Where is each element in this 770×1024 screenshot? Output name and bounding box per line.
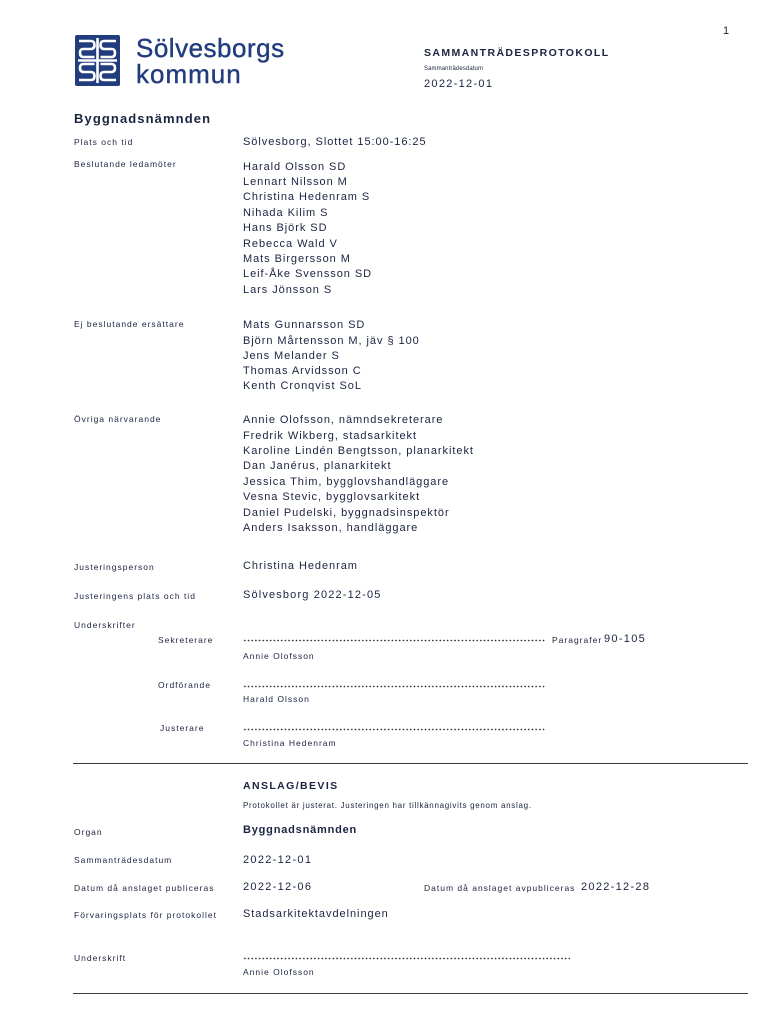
substitutes-list: [243, 318, 420, 394]
list-item: Vesna Stevic, bygglovsarkitekt: [243, 491, 421, 504]
paragraphs-label: Paragrafer: [552, 634, 603, 645]
list-item: Jessica Thim, bygglovshandläggare: [243, 475, 450, 488]
unpublished-date-value: 2022-12-28: [581, 880, 651, 893]
published-date-label: Datum då anslaget publiceras: [74, 882, 215, 893]
voting-members-label: Beslutande ledamöter: [74, 158, 177, 169]
list-item: Karoline Lindén Bengtsson, planarkitekt: [243, 445, 474, 458]
meeting-date-label: Sammanträdesdatum: [424, 66, 484, 72]
signature-line: [243, 728, 546, 731]
list-item: Mats Gunnarsson SD: [243, 319, 366, 332]
signature-name: Annie Olofsson: [243, 650, 315, 661]
list-item: Christina Hedenram S: [243, 191, 371, 204]
document-type: SAMMANTRÄDESPROTOKOLL: [424, 47, 610, 59]
substitutes-label: Ej beslutande ersättare: [74, 318, 185, 329]
adjustment-place-time-label: Justeringens plats och tid: [74, 590, 196, 601]
signature-role: Justerare: [160, 722, 205, 733]
list-item: Jens Melander S: [243, 349, 340, 362]
notice-meeting-date-label: Sammanträdesdatum: [74, 854, 173, 865]
page-number: 1: [723, 25, 731, 37]
organ-value: Byggnadsnämnden: [243, 824, 358, 836]
list-item: Kenth Cronqvist SoL: [243, 380, 362, 393]
list-item: Annie Olofsson, nämndsekreterare: [243, 414, 444, 427]
logo-name-line2: kommun: [136, 59, 242, 89]
organ-label: Organ: [74, 826, 103, 837]
storage-value: Stadsarkitektavdelningen: [243, 907, 389, 920]
unpublished-date-label: Datum då anslaget avpubliceras: [424, 882, 576, 893]
page-title: Byggnadsnämnden: [74, 111, 212, 126]
others-present-label: Övriga närvarande: [74, 413, 162, 424]
place-time-value: Sölvesborg, Slottet 15:00-16:25: [243, 136, 427, 148]
signature-line: [243, 639, 546, 642]
place-time-label: Plats och tid: [74, 136, 134, 147]
adjuster-value: Christina Hedenram: [243, 559, 358, 572]
notice-signature-label: Underskrift: [74, 952, 127, 963]
paragraphs-value: 90-105: [604, 632, 647, 645]
list-item: Daniel Pudelski, byggnadsinspektör: [243, 506, 450, 519]
notice-meeting-date-value: 2022-12-01: [243, 853, 313, 866]
signature-name: Christina Hedenram: [243, 737, 337, 748]
list-item: Hans Björk SD: [243, 222, 328, 235]
divider: [73, 993, 748, 994]
list-item: Mats Birgersson M: [243, 252, 351, 265]
signature-name: Harald Olsson: [243, 693, 310, 704]
adjustment-place-time-value: Sölvesborg 2022-12-05: [243, 588, 382, 601]
signature-role: Ordförande: [158, 679, 211, 690]
municipality-crest-icon: [75, 35, 120, 86]
storage-label: Förvaringsplats för protokollet: [74, 909, 217, 920]
voting-members-list: [243, 160, 372, 298]
list-item: Leif-Åke Svensson SD: [243, 268, 373, 281]
meeting-date: 2022-12-01: [424, 78, 494, 90]
notice-statement: Protokollet är justerat. Justeringen har tillkännagivits genom anslag.: [243, 800, 532, 810]
list-item: Björn Mårtensson M, jäv § 100: [243, 334, 420, 347]
list-item: Thomas Arvidsson C: [243, 365, 362, 378]
signature-line: [243, 685, 546, 688]
signature-role: Sekreterare: [158, 634, 214, 645]
list-item: Lars Jönsson S: [243, 283, 333, 296]
list-item: Fredrik Wikberg, stadsarkitekt: [243, 429, 417, 442]
list-item: Rebecca Wald V: [243, 237, 338, 250]
notice-heading: ANSLAG/BEVIS: [243, 780, 339, 792]
published-date-value: 2022-12-06: [243, 880, 313, 893]
signature-name: Annie Olofsson: [243, 966, 315, 977]
list-item: Harald Olsson SD: [243, 160, 347, 173]
adjuster-label: Justeringsperson: [74, 561, 155, 572]
list-item: Nihada Kilim S: [243, 206, 329, 219]
list-item: Anders Isaksson, handläggare: [243, 522, 419, 535]
list-item: Dan Janérus, planarkitekt: [243, 460, 392, 473]
list-item: Lennart Nilsson M: [243, 176, 348, 189]
logo-name-line1: Sölvesborgs: [136, 33, 285, 63]
signature-line: [243, 957, 570, 960]
others-present-list: [243, 413, 474, 536]
signatures-label: Underskrifter: [74, 619, 136, 630]
divider: [73, 763, 748, 764]
